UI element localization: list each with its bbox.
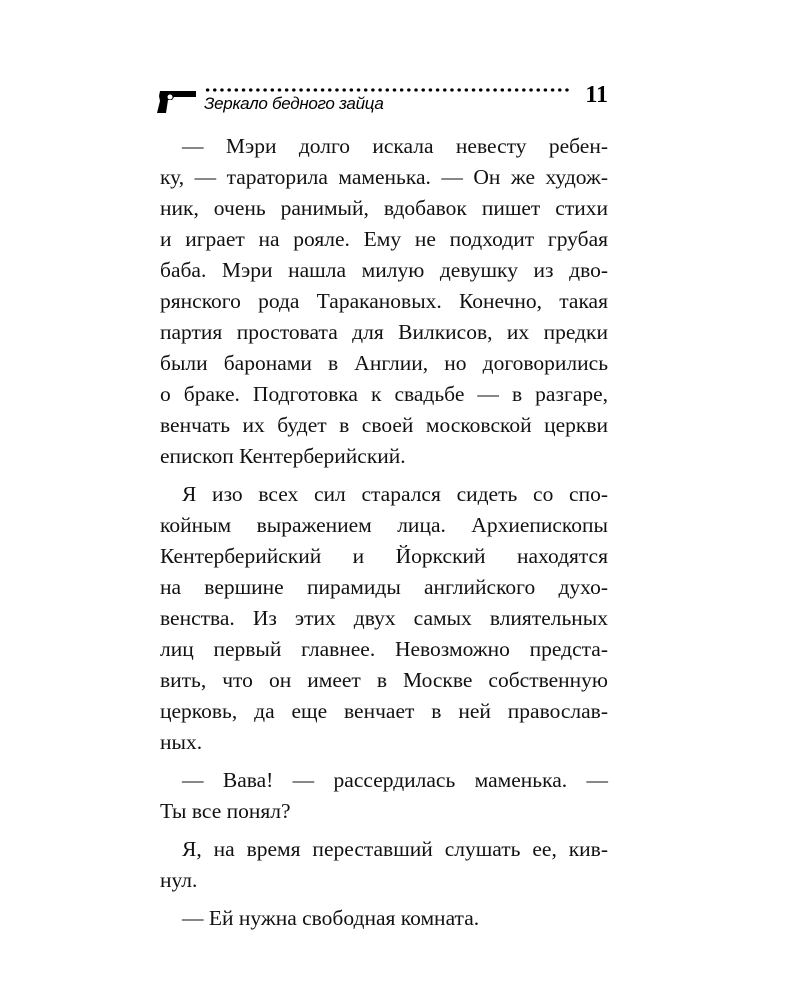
text-line: ник, очень ранимый, вдобавок пишет стихи: [160, 196, 608, 220]
text-line: на вершине пирамиды английского духо-: [160, 575, 608, 599]
text-line: церковь, да еще венчает в ней православ-: [160, 699, 608, 723]
text-line: венчать их будет в своей московской церкви: [160, 413, 608, 437]
text-line: ку, — тараторила маменька. — Он же худож-: [160, 165, 608, 189]
text-line: Ты все понял?: [160, 799, 291, 823]
text-line: рянского рода Таракановых. Конечно, такая: [160, 289, 608, 313]
text-line: Кентерберийский и Йоркский находятся: [160, 544, 608, 568]
text-line: — Вава! — рассердилась маменька. —: [182, 768, 608, 792]
text-line: партия простовата для Вилкисов, их предки: [160, 320, 608, 344]
paragraph: [160, 479, 608, 758]
text-line: венства. Из этих двух самых влиятельных: [160, 606, 608, 630]
text-line: о браке. Подготовка к свадьбе — в разгаре,: [160, 382, 608, 406]
text-line: Я изо всех сил старался сидеть со спо-: [182, 482, 608, 506]
text-line: вить, что он имеет в Москве собственную: [160, 668, 608, 692]
revolver-icon: [156, 88, 198, 114]
text-line: и играет на рояле. Ему не подходит грубая: [160, 227, 608, 251]
text-line: епископ Кентерберийский.: [160, 444, 406, 468]
text-line: ных.: [160, 730, 203, 754]
text-line: лиц первый главнее. Невозможно предста-: [160, 637, 608, 661]
text-line: Я, на время переставший слушать ее, кив-: [182, 837, 608, 861]
body-text: [160, 131, 608, 941]
paragraph: [160, 131, 608, 472]
text-line: баба. Мэри нашла милую девушку из дво-: [160, 258, 608, 282]
paragraph: [160, 903, 608, 934]
text-line: койным выражением лица. Архиепископы: [160, 513, 608, 537]
running-header: [156, 80, 608, 120]
text-line: были баронами в Англии, но договорились: [160, 351, 608, 375]
text-line: — Ей нужна свободная комната.: [182, 906, 480, 930]
paragraph: [160, 765, 608, 827]
text-line: нул.: [160, 868, 198, 892]
text-line: — Мэри долго искала невесту ребен-: [182, 134, 608, 158]
running-title: Зеркало бедного зайца: [204, 94, 384, 113]
dotted-rule: [204, 88, 572, 92]
paragraph: [160, 834, 608, 896]
page-number: 11: [585, 82, 608, 108]
